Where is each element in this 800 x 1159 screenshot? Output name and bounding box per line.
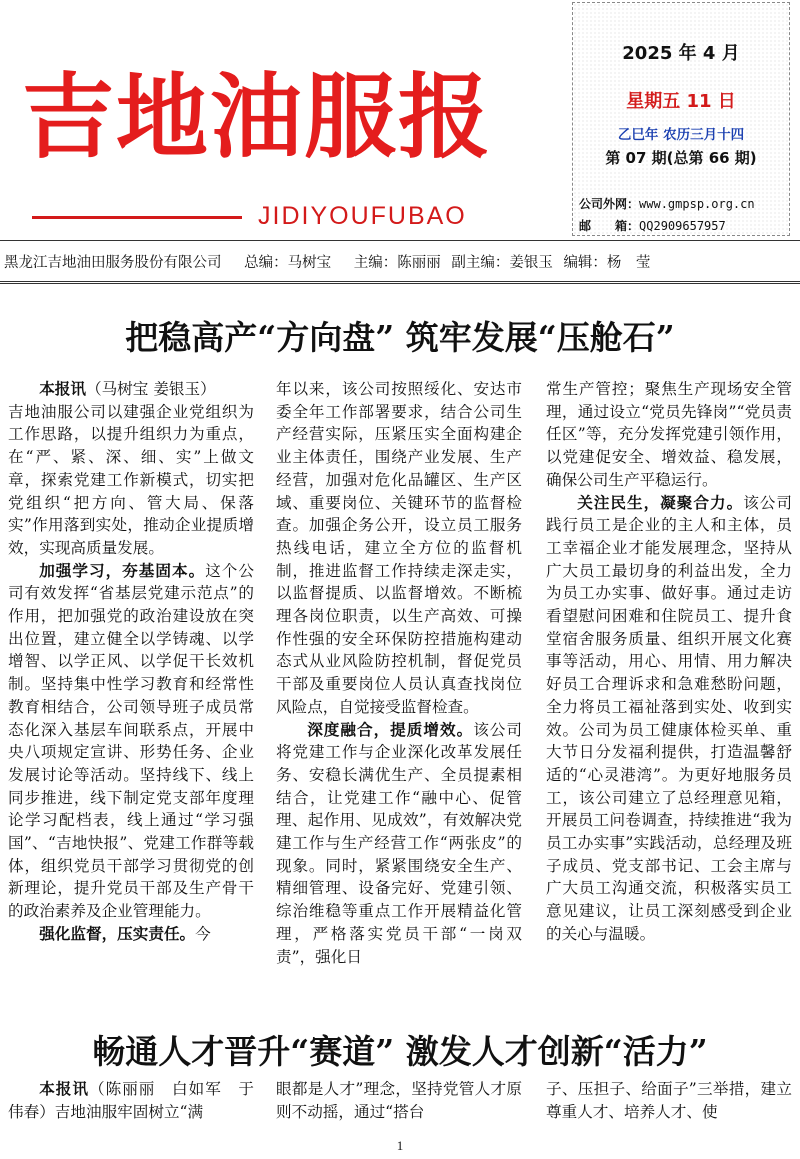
lead-authors: （马树宝 姜银玉） <box>85 380 216 398</box>
subheading: 加强学习，夯基固本。 <box>39 561 206 580</box>
website-line <box>579 195 755 212</box>
paragraph-text: 该公司践行员工是企业的主人和主体，员工幸福企业才能发展理念，坚持从广大员工最切身的利益出发，全力为员工办实事、做好事。通过走访看望慰问困难和住院员工、提升食堂宿舍服务质量、组织开展文化赛事等活动，用心、用情、用力解决好员工合理诉求和急难愁盼问题，全力将员工福祉落到实处、收到实效。公司为员工健康体检买单、重大节日分发福利提供，打造温馨舒适的“心灵港湾”。为更好地服务员工，该公司建立了总经理意见箱，开展员工问卷调查，持续推进“我为员工办实事”实践活动，总经理及班子成员、党支部书记、工会主席与广大员工沟通交流，积极落实员工意见建议，让员工深刻感受到企业的关心与温暖。 <box>546 493 792 943</box>
subheading: 关注民生，凝聚合力。 <box>577 493 744 512</box>
paragraph: 年以来，该公司按照绥化、安达市委全年工作部署要求，结合公司生产经营实际，压紧压实全面构建企业主体责任，围绕产业发展、生产经营，加强对危化品罐区、生产区域、重要岗位、关键环节的监督检查。加强企务公开，设立员工服务热线电话，建立全方位的监督机制，推进监督工作持续走深走实，以监督提质、以监督增效。不断梳理各岗位职责，以生产高效、可操作性强的安全环保防控措施构建动态式从业风险防控机制，督促党员干部及重要岗位人员认真查找岗位风险点，自觉接受监督检查。 <box>276 380 522 716</box>
deputy-editor: 副主编：姜银玉 <box>451 255 553 271</box>
lunar-date: 乙巳年 农历三月十四 <box>617 127 745 143</box>
newspaper-title: 吉地油服报 <box>22 64 493 171</box>
page-number: 1 <box>396 1138 404 1153</box>
company-name: 黑龙江吉地油田服务股份有限公司 <box>4 255 222 271</box>
issue-weekday: 星期五 11 日 <box>626 91 736 112</box>
lead-authors: （陈丽丽 白如军 于伟春） <box>8 1080 254 1121</box>
editor: 主编：陈丽丽 <box>353 255 441 271</box>
subheading: 深度融合，提质增效。 <box>307 720 474 739</box>
issue-info-box <box>572 2 790 236</box>
email-label: 邮 箱： <box>579 219 640 233</box>
masthead-rule <box>32 216 242 219</box>
paragraph-text: 今 <box>195 924 211 943</box>
article-1-column-2 <box>276 378 522 998</box>
article-1-headline: 把稳高产“方向盘” 筑牢发展“压舱石” <box>125 318 675 357</box>
subheading: 强化监督，压实责任。 <box>39 924 196 943</box>
lead-label: 本报讯 <box>39 380 86 398</box>
chief-editor: 总编：马树宝 <box>244 255 332 271</box>
article-1-lead <box>8 378 254 401</box>
paragraph <box>8 560 254 923</box>
paragraph <box>276 719 522 969</box>
credits-bar <box>0 240 800 284</box>
paragraph <box>8 1078 254 1123</box>
website-link[interactable]: www.gmpsp.org.cn <box>639 197 755 211</box>
copy-editor: 编辑：杨 莹 <box>563 255 651 271</box>
newspaper-pinyin: JIDIYOUFUBAO <box>258 202 467 230</box>
article-1-column-1 <box>8 378 254 998</box>
issue-number: 第 07 期(总第 66 期) <box>605 149 757 167</box>
paragraph: 子、压担子、给面子”三举措，建立尊重人才、培养人才、使 <box>546 1080 792 1121</box>
paragraph-text: 该公司将党建工作与企业深化改革发展任务、安稳长满优生产、全员提素相结合，让党建工作“融中心、促管理、起作用、见成效”，有效解决党建工作与生产经营工作“两张皮”的现象。同时，紧紧围绕安全生产、精细管理、设备完好、党建引领、综治维稳等重点工作开展精益化管理，严格落实党员干部“一岗双责”，强化日 <box>276 720 522 966</box>
issue-date: 2025 年 4 月 <box>622 43 740 64</box>
lead-label: 本报讯 <box>39 1080 89 1098</box>
paragraph <box>546 492 792 946</box>
paragraph: 眼都是人才”理念，坚持党管人才原则不动摇，通过“搭台 <box>276 1080 522 1121</box>
paragraph <box>8 923 254 946</box>
article-2-column-2 <box>276 1078 522 1128</box>
email-value: QQ2909657957 <box>639 219 726 233</box>
paragraph: 吉地油服公司以建强企业党组织为工作思路，以提升组织力为重点，在“严、紧、深、细、实”上做文章，探索党建工作新模式，切实把党组织“把方向、管大局、保落实”作用落到实处，推动企业提质增效，实现高质量发展。 <box>8 402 254 557</box>
paragraph: 常生产管控；聚焦生产现场安全管理，通过设立“党员先锋岗”“党员责任区”等，充分发挥党建引领作用，以党建促安全、增效益、稳发展，确保公司生产平稳运行。 <box>546 380 792 489</box>
article-2-column-1 <box>8 1078 254 1128</box>
paragraph-text: 这个公司有效发挥“省基层党建示范点”的作用，把加强党的政治建设放在突出位置，建立健全以学铸魂、以学增智、以学正风、以学促干长效机制。坚持集中性学习教育和经常性教育相结合，公司领导班子成员常态化深入基层车间联系点，开展中央八项规定宣讲、形势任务、企业发展讨论等活动。坚持线下、线上同步推进，线下制定党支部年度理论学习配档表，线上通过“学习强国”、“吉地快报”、党建工作群等载体，组织党员干部学习贯彻党的创新理论，提升党员干部及生产骨干的政治素养及企业管理能力。 <box>8 561 254 921</box>
article-2-headline: 畅通人才晋升“赛道” 激发人才创新“活力” <box>92 1032 708 1071</box>
article-2-column-3 <box>546 1078 792 1128</box>
article-1-column-3 <box>546 378 792 998</box>
paragraph-text: 吉地油服牢固树立“满 <box>54 1102 204 1121</box>
website-label: 公司外网： <box>579 197 640 211</box>
email-line <box>579 217 726 234</box>
